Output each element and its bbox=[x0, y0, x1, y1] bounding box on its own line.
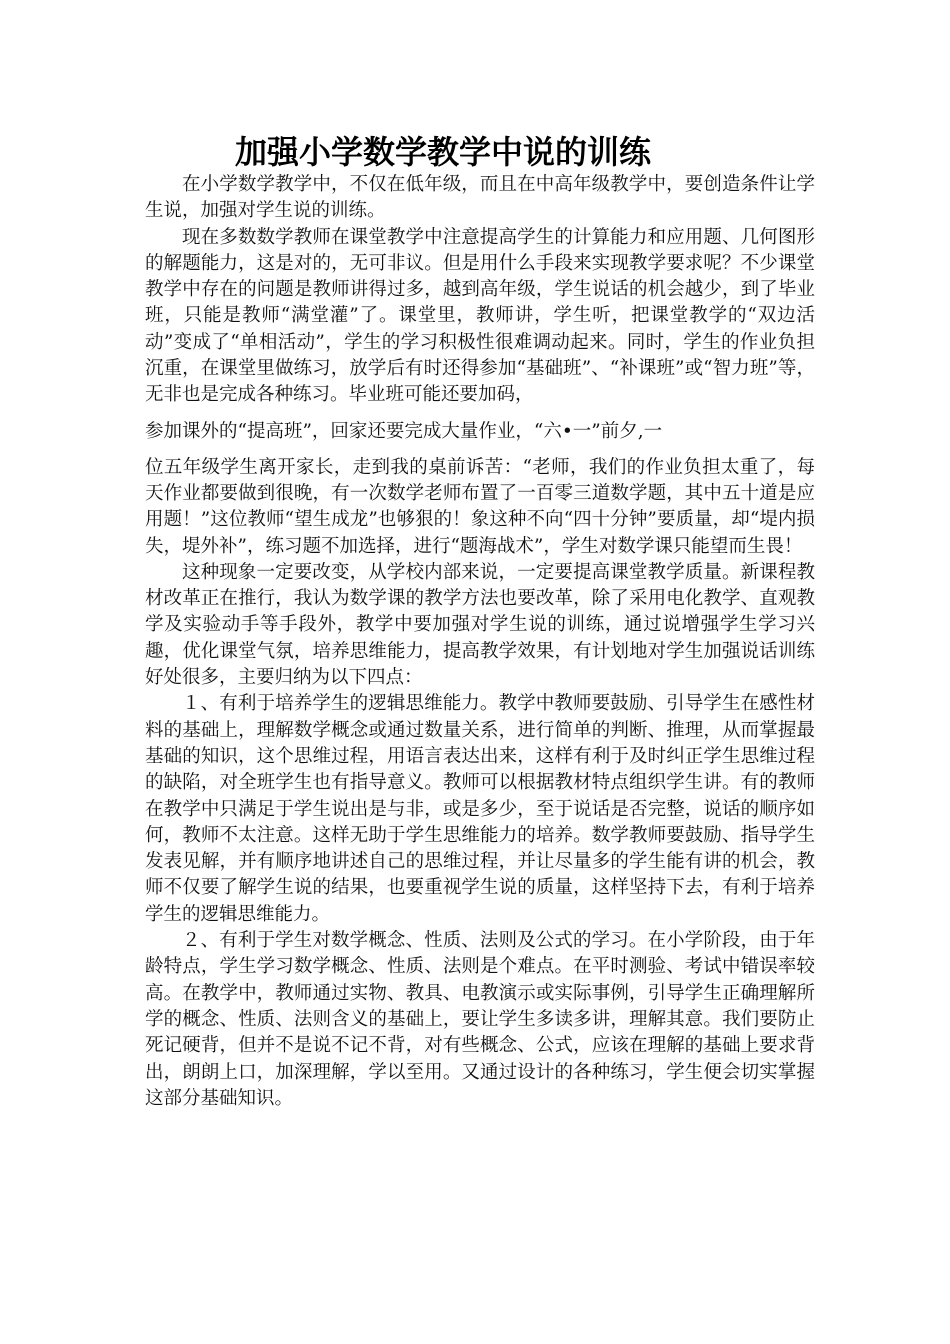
paragraph-point-1: １、有利于培养学生的逻辑思维能力。教学中教师要鼓励、引导学生在感性材料的基础上，理解数学概念或通过数量关系，进行简单的判断、推理，从而掌握最基础的知识，这个思维过程，用语言表达出来，这样有利于及时纠正学生思维过程的缺陷，对全班学生也有指导意义。教师可以根据教材特点组织学生讲。有的教师在教学中只满足于学生说出是与非，或是多少，至于说话是否完整，说话的顺序如何，教师不太注意。这样无助于学生思维能力的培养。数学教师要鼓励、指导学生发表见解，并有顺序地讲述自己的思维过程，并让尽量多的学生能有讲的机会，教师不仅要了解学生说的结果，也要重视学生说的质量，这样坚持下去，有利于培养学生的逻辑思维能力。 bbox=[145, 693, 815, 925]
paragraph-intro: 在小学数学教学中，不仅在低年级，而且在中高年级教学中，要创造条件让学生说，加强对学生说的训练。 bbox=[145, 174, 815, 222]
paragraph-point-2: ２、有利于学生对数学概念、性质、法则及公式的学习。在小学阶段，由于年龄特点，学生学习数学概念、性质、法则是个难点。在平时测验、考试中错误率较高。在教学中，教师通过实物、教具、电教演示或实际事例，引导学生正确理解所学的概念、性质、法则含义的基础上，要让学生多读多讲，理解其意。我们要防止死记硬背，但并不是说不记不背，对有些概念、公式，应该在理解的基础上要求背出，朗朗上口，加深理解，学以至用。又通过设计的各种练习，学生便会切实掌握这部分基础知识。 bbox=[145, 930, 815, 1109]
paragraph-continuation-2: 位五年级学生离开家长，走到我的桌前诉苦：“老师，我们的作业负担太重了，每天作业都要做到很晚，有一次数学老师布置了一百零三道数学题，其中五十道是应用题！”这位教师“望生成龙”也够狠的！象这种不向“四十分钟”要质量，却“堤内损失，堤外补”，练习题不加选择，进行“题海战术”，学生对数学课只能望而生畏！ bbox=[145, 456, 815, 557]
paragraph-continuation-1: 参加课外的“提高班”，回家还要完成大量作业，“六•一”前夕,一 bbox=[145, 420, 663, 442]
document-body bbox=[145, 172, 815, 1112]
document-title: 加强小学数学教学中说的训练 bbox=[234, 133, 651, 171]
paragraph-reform: 这种现象一定要改变，从学校内部来说，一定要提高课堂教学质量。新课程教材改革正在推行，我认为数学课的教学方法也要改革，除了采用电化教学、直观教学及实验动手等手段外，教学中要加强对学生说的训练，通过说增强学生学习兴趣，优化课堂气氛，培养思维能力，提高教学效果，有计划地对学生加强说话训练好处很多，主要归纳为以下四点： bbox=[145, 561, 815, 689]
paragraph-current-situation: 现在多数数学教师在课堂教学中注意提高学生的计算能力和应用题、几何图形的解题能力，这是对的，无可非议。但是用什么手段来实现教学要求呢？不少课堂教学中存在的问题是教师讲得过多，越到高年级，学生说话的机会越少，到了毕业班，只能是教师“满堂灌”了。课堂里，教师讲，学生听，把课堂教学的“双边活动”变成了“单相活动”，学生的学习积极性很难调动起来。同时，学生的作业负担沉重，在课堂里做练习，放学后有时还得参加“基础班”、“补课班”或“智力班”等，无非也是完成各种练习。毕业班可能还要加码， bbox=[145, 226, 815, 406]
